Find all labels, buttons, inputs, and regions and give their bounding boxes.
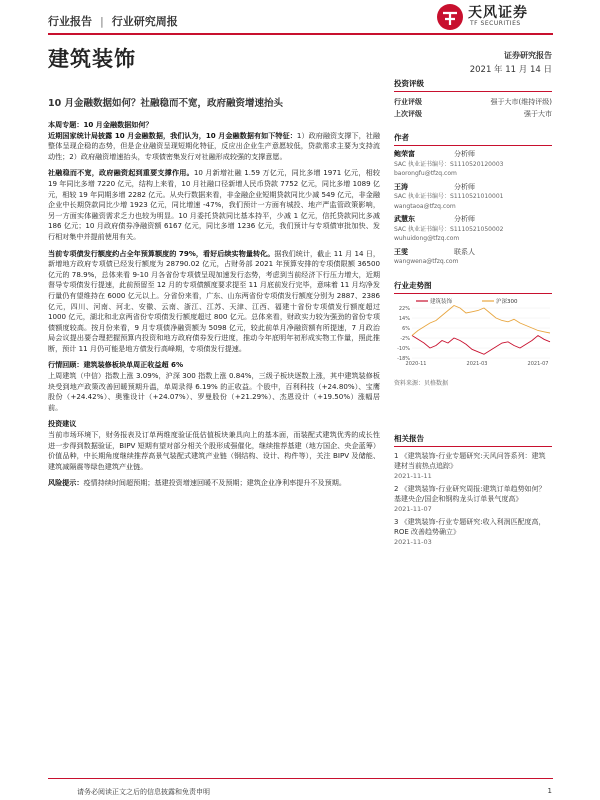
- related-report-date: 2021-11-03: [394, 538, 432, 546]
- author-role: 分析师: [454, 182, 475, 191]
- author-entry: [394, 150, 552, 179]
- y-tick-label: -2%: [400, 336, 410, 342]
- paragraph-text: 据我们统计，截止 11 月 14 日，新增地方政府专项债已经发行额度为 28790.02 亿元，占财务部 2021 年预算安排的专项债限额 36500 亿元的 78.9%，总体来看 9-10 月各省份专项债呈现加速发行态势，考虑到当前经济下行压力增大，近期督导专项债发行提速，此前预留至 12 月的专项债额度要求提至 11 月底前发行完毕，意味着 11 月均净发行量仍有望维持在 6000 亿元以上。分省份来看，广东、山东两省份专项债发行额度分别为 2887、2386 亿元，四川、河南、河北、安徽、云南、浙江、江苏、天津、江西、福建十省份专项债发行额度超过 1000 亿元，湖北和北京两省份专项债发行额度超过 800 亿元。总体来看，财政实力较为强劲的省份专项债额度较高。按月份来看，9 月专项债净融资额为 5098 亿元，较此前单月净融资额有所提速，7 月政治局会议提出要合理把握预算内投资和地方政府债券发行进度，推动今年底明年初形成实物工作量，照此推断，预计 11 月仍可能是地方债发行高峰期，专项债发行提速。: [48, 248, 380, 353]
- related-report-item[interactable]: [394, 451, 552, 481]
- paragraph-features: [48, 131, 380, 163]
- y-tick-label: -18%: [397, 356, 410, 362]
- paragraph-bold: 社融稳而不宽，政府融资起到重要支撑作用。: [48, 168, 194, 178]
- legend-label: 建筑装饰: [430, 299, 453, 305]
- report-subtitle: 10 月金融数据如何？社融稳而不宽，政府融资增速抬头: [48, 98, 284, 109]
- paragraph-risk: [48, 478, 380, 489]
- header-divider: [48, 33, 553, 35]
- paragraph-bold: 投资建议: [48, 419, 77, 429]
- y-tick-label: 6%: [402, 326, 410, 332]
- author-name: 武慧东: [394, 215, 415, 223]
- industry-trend-chart: [394, 296, 552, 368]
- rating-heading: 投资评级: [394, 78, 552, 92]
- related-reports: [394, 434, 552, 550]
- authors-section: [394, 132, 552, 271]
- related-report-title[interactable]: 1 《建筑装饰-行业专题研究:天风问答系列：建筑建材当前热点追踪》: [394, 452, 546, 470]
- x-tick-label: 2020-11: [405, 361, 427, 367]
- author-entry: [394, 248, 552, 267]
- y-tick-label: 14%: [398, 316, 410, 322]
- authors-heading: 作者: [394, 132, 552, 146]
- industry-rating-label: 行业评级: [394, 98, 422, 106]
- x-tick-label: 2021-07: [527, 361, 549, 367]
- industry-rating-row: [394, 96, 552, 108]
- x-tick-label: 2021-03: [466, 361, 488, 367]
- paragraph-bold: 当前专项债发行额度约占全年预算额度的 79%，看好后续实物量转化。: [48, 248, 275, 258]
- logo-text-cn: 天风证券: [468, 5, 528, 21]
- paragraph-social-financing: [48, 168, 380, 242]
- author-role: 分析师: [454, 215, 475, 223]
- paragraph-text: 当前市场环境下，财务报表及订单两维度验证低估值板块兼具向上的基本面，而装配式建筑优秀的成长性进一步得到数据验证，BIPV 短期有望对部分相关个股形成强催化，继续推荐基建（地方国企、央企蓝筹）价值品种，中长期角度继续推荐高景气装配式建筑产业链（钢结构、设计、构件等），关注 BIPV 及储能、建筑减隔震等绿色建筑产业链。: [48, 430, 380, 471]
- footer-divider: [48, 778, 553, 779]
- trend-heading: 行业走势图: [394, 280, 552, 294]
- author-cert: SAC 执业证书编号：S1110520120003: [394, 160, 504, 168]
- header-tag-industry-report: 行业报告: [48, 15, 92, 28]
- series-line: [412, 306, 550, 336]
- author-cert: SAC 执业证书编号：S1110521050002: [394, 225, 504, 233]
- related-report-item[interactable]: [394, 517, 552, 547]
- prev-rating-label: 上次评级: [394, 110, 422, 118]
- author-name: 王雯: [394, 247, 408, 256]
- prev-rating-row: [394, 108, 552, 120]
- paragraph-bold: 风险提示：: [48, 478, 84, 488]
- tf-securities-logo: [436, 0, 556, 34]
- paragraph-text: 10 月新增社融 1.59 万亿元，同比多增 1971 亿元，相较 19 年同比多增 7220 亿元，结构上来看，10 月社融口径新增人民币贷款 7752 亿元，同比多增 1089 亿元，相较 19 年同期多增 2282 亿元。从央行数据来看，非金融企业短期贷款同比少减 549 亿元，非金融企业中长期贷款同比少增 1923 亿元，同比增速 -47%，我们预计一方面有城投、地产严监管政策影响，另一方面实体融资需求乏力也较为明显。10 月委托贷款同比基本持平，少减 1 亿元，信托贷款同比多减 186 亿元；10 月政府债券净融资额 6167 亿元，同比多增 1236 亿元，我们预计与专项债审批加快、发行相对集中并提前使用有关。: [48, 168, 381, 241]
- author-name: 鲍荣富: [394, 150, 415, 158]
- paragraph-bold: 近期国家统计局披露 10 月金融数据，我们认为，10 月金融数据有如下特征：: [48, 130, 297, 140]
- paragraph-topic: [48, 120, 380, 131]
- author-entry: [394, 215, 552, 244]
- page-number: 1: [547, 787, 552, 795]
- page-title: 建筑装饰: [48, 47, 136, 71]
- related-report-item[interactable]: [394, 484, 552, 514]
- related-report-title[interactable]: 3 《建筑装饰-行业专题研究:收入利润匹配度高，ROE 改善趋势确立》: [394, 518, 546, 536]
- rating-section: [394, 78, 552, 120]
- paragraph-text: 1）政府融资支撑下，社融整体呈现企稳的态势，但是企业融资呈现短期化特征，反应出企业生产意愿较低，贷款需求主要为支持流动性；2）政府融资增速抬头，专项债密集发行对社融形成较强的支撑意愿。: [48, 130, 381, 161]
- footer-disclaimer[interactable]: 请务必阅读正文之后的信息披露和免责申明: [77, 788, 210, 796]
- main-body: [48, 120, 380, 495]
- header-tag-weekly: 行业研究周报: [111, 15, 178, 28]
- report-date: 2021 年 11 月 14 日: [469, 65, 552, 75]
- related-report-date: 2021-11-11: [394, 472, 432, 480]
- paragraph-text: 疫情持续时间超预期；基建投资增速回暖不及预期；建筑企业净利率提升不及预期。: [83, 478, 346, 488]
- logo-text-en: TF SECURITIES: [470, 20, 521, 27]
- legend-label: 沪深300: [496, 299, 518, 305]
- series-line: [412, 336, 550, 355]
- paragraph-bold: 行情回顾：建筑装修板块单周正收益超 6%: [48, 360, 184, 370]
- y-tick-label: -10%: [397, 346, 410, 352]
- author-name: 王涛: [394, 182, 408, 191]
- report-type: 证券研究报告: [504, 51, 552, 60]
- author-email[interactable]: wangwena@tfzq.com: [394, 258, 459, 265]
- y-tick-label: 22%: [398, 306, 410, 312]
- related-report-title[interactable]: 2 《建筑装饰-行业研究周报:建筑订单趋势如何？基建央企/国企和钢构龙头订单景气度高》: [394, 485, 546, 503]
- logo-mark-icon: [436, 3, 464, 31]
- paragraph-market-review: [48, 360, 380, 413]
- header-tags: [48, 13, 178, 29]
- related-report-date: 2021-11-07: [394, 505, 432, 513]
- author-entry: [394, 183, 552, 212]
- chart-source: 资料来源：贝格数据: [394, 380, 449, 387]
- header-separator: |: [99, 15, 104, 28]
- related-heading: 相关报告: [394, 434, 552, 447]
- paragraph-special-bonds: [48, 249, 380, 355]
- industry-rating-value: 强于大市(维持评级): [490, 98, 552, 106]
- author-role: 分析师: [454, 150, 475, 158]
- paragraph-bold: 本周专题：10 月金融数据如何？: [48, 120, 153, 129]
- paragraph-investment-advice: [48, 419, 380, 472]
- author-email[interactable]: wangtaoa@tfzq.com: [394, 202, 456, 210]
- author-role: 联系人: [454, 247, 475, 256]
- author-cert: SAC 执业证书编号：S1110521010001: [394, 193, 504, 200]
- author-email[interactable]: wuhuidong@tfzq.com: [394, 235, 460, 242]
- author-email[interactable]: baorongfu@tfzq.com: [394, 170, 457, 177]
- paragraph-text: 上周建筑（中信）指数上涨 3.09%，沪深 300 指数上涨 0.84%，三级子板块逐数上涨，其中建筑装修板块受到地产政策改善回暖预期升温，单周录得 6.19% 的正收益。个股中，百利科技（+24.80%）、宝鹰股份（+24.42%）、奥雅设计（+24.07%）、罗曼股份（+21.29%）、杰恩设计（+19.50%）涨幅居前。: [48, 371, 380, 412]
- prev-rating-value: 强于大市: [524, 110, 552, 118]
